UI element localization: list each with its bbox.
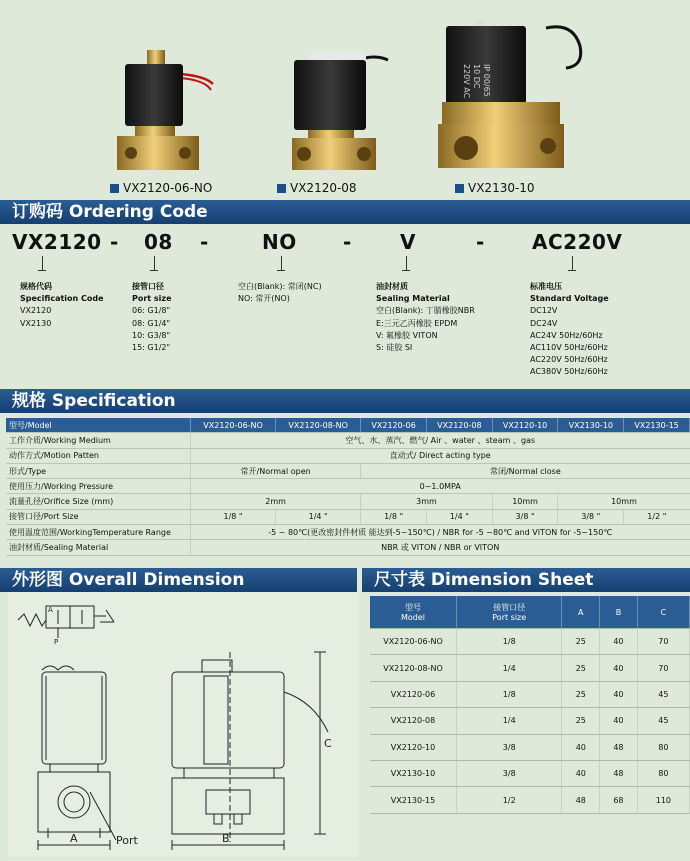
cell: VX2120-08 <box>370 708 457 734</box>
cell: 48 <box>600 760 638 786</box>
sheet-header-a: A <box>562 596 600 629</box>
product-label: VX2120-08 <box>290 181 357 195</box>
seal-item: E:三元乙丙橡胶 EPDM <box>376 318 458 328</box>
spec-value: 常开/Normal open <box>191 463 361 478</box>
sheet-header-row <box>370 596 690 629</box>
cell: VX2130-10 <box>370 760 457 786</box>
valve-symbol <box>18 606 114 638</box>
ordering-code-header: 订购码 Ordering Code <box>0 200 690 224</box>
cell: 40 <box>562 734 600 760</box>
spec-row <box>6 463 690 478</box>
front-view-drawing <box>38 666 116 840</box>
product-label: VX2130-10 <box>468 181 535 195</box>
spec-value: 1/8 " <box>361 509 427 524</box>
cell: 45 <box>637 708 689 734</box>
voltage-item: AC220V 50Hz/60Hz <box>530 355 608 365</box>
spec-value: 1/4 " <box>276 509 361 524</box>
model-cn: 规格代码 <box>20 282 52 291</box>
leader-line <box>38 270 46 271</box>
table-row <box>370 734 690 760</box>
code-part-model: VX2120 <box>12 230 102 254</box>
spec-label: 动作方式/Motion Patten <box>6 448 191 463</box>
code-part-seal: V <box>400 230 416 254</box>
spec-value: 1/2 " <box>624 509 690 524</box>
table-row <box>370 681 690 707</box>
bullet-square-icon <box>110 184 119 193</box>
table-row <box>370 655 690 681</box>
overall-dimension-header: 外形图 Overall Dimension <box>0 568 357 592</box>
ordering-seal-block <box>376 281 475 354</box>
cell: VX2130-15 <box>370 787 457 813</box>
cell: 48 <box>562 787 600 813</box>
spec-row <box>6 433 690 448</box>
seal-item: 空白(Blank): 丁腈橡胶NBR <box>376 306 475 316</box>
spec-header-cell: VX2120-08 <box>426 418 492 433</box>
sheet-header-b: B <box>600 596 638 629</box>
port-cn: 接管口径 <box>493 603 526 612</box>
cell: 110 <box>637 787 689 813</box>
cell: 25 <box>562 629 600 655</box>
product-photo-vx2120-06-no <box>105 44 215 179</box>
spec-label: 形式/Type <box>6 463 191 478</box>
voltage-item: AC24V 50Hz/60Hz <box>530 330 603 340</box>
sheet-header-model <box>370 596 457 629</box>
nc-item: 空白(Blank): 常闭(NC) <box>238 282 322 291</box>
voltage-item: AC380V 50Hz/60Hz <box>530 367 608 377</box>
cell: VX2120-06 <box>370 681 457 707</box>
cell: 70 <box>637 655 689 681</box>
spec-label: 接管口径/Port Size <box>6 509 191 524</box>
leader-line <box>150 270 158 271</box>
cell: 1/8 <box>457 681 562 707</box>
spec-header-cell: VX2120-06-NO <box>191 418 276 433</box>
spec-value: 常闭/Normal close <box>361 463 690 478</box>
voltage-item: AC110V 50Hz/60Hz <box>530 343 608 353</box>
spec-label: 工作介质/Working Medium <box>6 433 191 448</box>
spec-value: -5 ~ 80℃(更改密封件材质 能达到-5~150℃) / NBR for -5 ~80℃ and VITON for -5~150℃ <box>191 525 690 540</box>
product-photo-vx2130-10 <box>438 6 598 176</box>
leader-line <box>402 270 410 271</box>
spec-label: 流量孔径/Orifice Size (mm) <box>6 494 191 509</box>
leader-line <box>572 256 573 270</box>
cell: 25 <box>562 708 600 734</box>
code-sep-3: - <box>343 230 352 254</box>
ordering-nc-block <box>238 281 322 305</box>
product-caption-2 <box>277 181 357 195</box>
sheet-header-port <box>457 596 562 629</box>
spec-value: 2mm <box>191 494 361 509</box>
voltage-item: DC12V <box>530 306 558 316</box>
ordering-model-block <box>20 281 104 330</box>
voltage-en: Standard Voltage <box>530 294 609 304</box>
port-item: 15: G1/2" <box>132 343 171 353</box>
dimension-sheet-table <box>370 596 690 814</box>
spec-value: NBR 或 VITON / NBR or VITON <box>191 540 690 555</box>
code-part-port: 08 <box>144 230 173 254</box>
bullet-square-icon <box>277 184 286 193</box>
spec-row <box>6 509 690 524</box>
specification-table <box>6 418 690 556</box>
spec-row <box>6 525 690 540</box>
leader-line <box>281 256 282 270</box>
ordering-voltage-block <box>530 281 609 379</box>
model-item: VX2120 <box>20 306 52 316</box>
cell: 1/8 <box>457 629 562 655</box>
nameplate-line-2: 10 DC <box>472 64 481 89</box>
cell: 80 <box>637 760 689 786</box>
dimension-label-a: A <box>70 832 78 845</box>
leader-line <box>154 256 155 270</box>
cell: VX2120-10 <box>370 734 457 760</box>
code-sep-1: - <box>110 230 119 254</box>
cell: 40 <box>562 760 600 786</box>
spec-value: 1/8 " <box>191 509 276 524</box>
specification-header: 规格 Specification <box>0 389 690 413</box>
dimension-label-b: B <box>222 832 230 845</box>
spec-value: 1/4 " <box>426 509 492 524</box>
table-row <box>370 760 690 786</box>
voltage-cn: 标准电压 <box>530 282 562 291</box>
spec-header-cell: 型号/Model <box>6 418 191 433</box>
spec-value: 10mm <box>558 494 690 509</box>
product-photo-vx2120-08 <box>280 40 390 175</box>
spec-value: 0~1.0MPA <box>191 479 690 494</box>
cell: 3/8 <box>457 760 562 786</box>
cell: 1/2 <box>457 787 562 813</box>
cell: 40 <box>600 681 638 707</box>
cell: 68 <box>600 787 638 813</box>
port-item: 06: G1/8" <box>132 306 171 316</box>
code-sep-2: - <box>200 230 209 254</box>
cell: VX2120-08-NO <box>370 655 457 681</box>
cell: 40 <box>600 708 638 734</box>
bullet-square-icon <box>455 184 464 193</box>
product-caption-1 <box>110 181 212 195</box>
cell: 40 <box>600 629 638 655</box>
nameplate-line-1: 220V AC <box>462 64 471 99</box>
port-callout-label: Port <box>116 834 138 847</box>
ordering-port-block <box>132 281 172 354</box>
cell: 25 <box>562 681 600 707</box>
spec-header-cell: VX2120-08-NO <box>276 418 361 433</box>
leader-line <box>406 256 407 270</box>
symbol-port-p: P <box>54 638 59 646</box>
seal-item: S: 硅胶 SI <box>376 343 413 353</box>
spec-row <box>6 479 690 494</box>
port-cn: 接管口径 <box>132 282 164 291</box>
spec-header-cell: VX2120-10 <box>492 418 558 433</box>
cell: 80 <box>637 734 689 760</box>
dimension-label-c: C <box>324 737 332 750</box>
cell: 70 <box>637 629 689 655</box>
spec-value: 3mm <box>361 494 492 509</box>
spec-header-row <box>6 418 690 433</box>
code-part-nc: NO <box>262 230 297 254</box>
seal-item: V: 氟橡胶 VITON <box>376 330 438 340</box>
spec-row <box>6 494 690 509</box>
model-en: Model <box>400 613 426 622</box>
table-row <box>370 708 690 734</box>
cell: 48 <box>600 734 638 760</box>
spec-label: 油封材质/Sealing Material <box>6 540 191 555</box>
sheet-header-c: C <box>637 596 689 629</box>
voltage-item: DC24V <box>530 318 558 328</box>
code-part-voltage: AC220V <box>532 230 623 254</box>
model-item: VX2130 <box>20 318 52 328</box>
spec-value: 空气、水、蒸汽、燃气/ Air 、water 、steam 、gas <box>191 433 690 448</box>
cell: VX2120-06-NO <box>370 629 457 655</box>
model-en: Specification Code <box>20 294 104 304</box>
leader-line <box>42 256 43 270</box>
seal-cn: 油封材质 <box>376 282 408 291</box>
cell: 1/4 <box>457 655 562 681</box>
product-caption-3 <box>455 181 535 195</box>
leader-line <box>568 270 576 271</box>
port-item: 08: G1/4" <box>132 318 171 328</box>
port-en: Port size <box>492 613 527 622</box>
spec-label: 使用压力/Working Pressure <box>6 479 191 494</box>
dimension-sheet-header: 尺寸表 Dimension Sheet <box>362 568 690 592</box>
port-en: Port size <box>132 294 172 304</box>
spec-value: 3/8 " <box>492 509 558 524</box>
dimension-lines <box>38 652 326 850</box>
cell: 3/8 <box>457 734 562 760</box>
spec-value: 直动式/ Direct acting type <box>191 448 690 463</box>
cell: 45 <box>637 681 689 707</box>
spec-header-cell: VX2130-10 <box>558 418 624 433</box>
port-item: 10: G3/8" <box>132 330 171 340</box>
cell: 1/4 <box>457 708 562 734</box>
code-sep-4: - <box>476 230 485 254</box>
nameplate-line-3: IP 00/65 <box>482 64 491 97</box>
spec-header-cell: VX2130-15 <box>624 418 690 433</box>
nc-item: NO: 常开(NO) <box>238 294 290 304</box>
table-row <box>370 629 690 655</box>
spec-row <box>6 540 690 555</box>
spec-value: 10mm <box>492 494 558 509</box>
product-label: VX2120-06-NO <box>123 181 213 195</box>
table-row <box>370 787 690 813</box>
spec-label: 使用温度范围/WorkingTemperature Range <box>6 525 191 540</box>
spec-row <box>6 448 690 463</box>
side-view-drawing <box>172 652 328 842</box>
cell: 40 <box>600 655 638 681</box>
cell: 25 <box>562 655 600 681</box>
model-cn: 型号 <box>405 603 421 612</box>
overall-dimension-drawing <box>8 592 358 857</box>
spec-header-cell: VX2120-06 <box>361 418 427 433</box>
symbol-port-a: A <box>48 606 53 614</box>
seal-en: Sealing Material <box>376 294 450 304</box>
leader-line <box>277 270 285 271</box>
spec-value: 3/8 " <box>558 509 624 524</box>
